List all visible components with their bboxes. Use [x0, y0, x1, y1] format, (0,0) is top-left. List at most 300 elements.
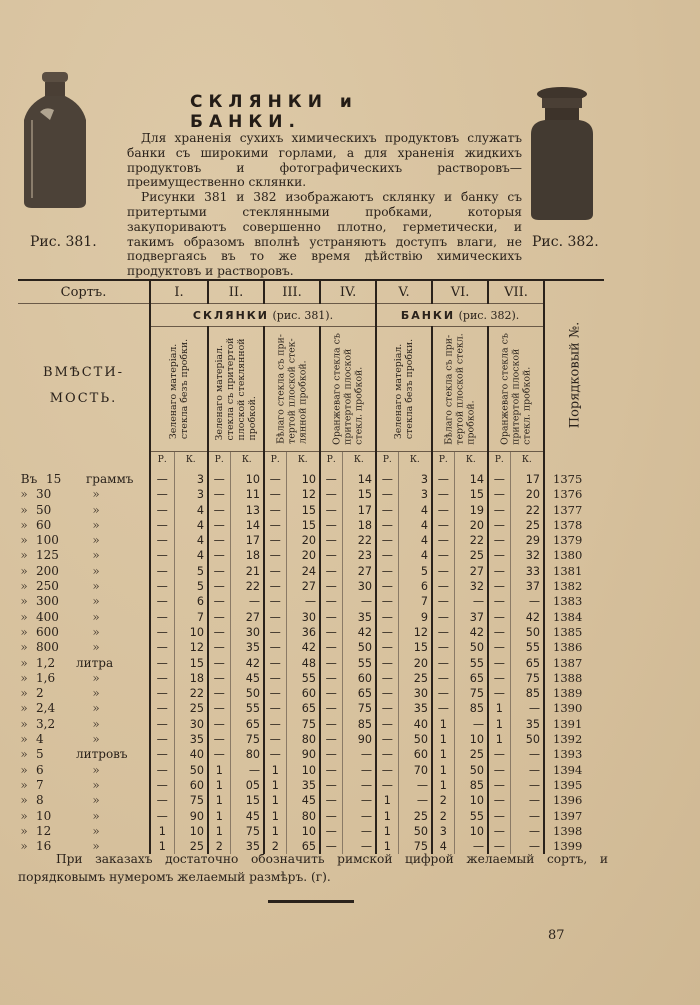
price-kopecks: 22: [454, 533, 488, 548]
price-rubles: 1: [488, 732, 510, 747]
price-kopecks: 14: [454, 468, 488, 487]
intro-paragraph: Для храненія сухихъ химическихъ продуктовъ служатъ банки съ широкими горлами, а для храненія жидкихъ продуктовъ и фотографическихъ растворовъ—преимущественно склянки.: [127, 131, 522, 190]
price-rubles: —: [208, 686, 230, 701]
column-description: [488, 327, 544, 452]
sort-numeral: VII.: [488, 280, 544, 304]
price-kopecks: 85: [510, 686, 544, 701]
capacity-unit: »: [92, 502, 100, 517]
price-kopecks: 48: [286, 656, 320, 671]
price-rubles: —: [150, 640, 174, 655]
price-kopecks: 85: [454, 778, 488, 793]
serial-number: 1389: [544, 686, 604, 701]
rubles-label: Р.: [150, 452, 174, 469]
price-rubles: —: [150, 701, 174, 716]
price-rubles: —: [150, 778, 174, 793]
price-table: [18, 279, 600, 854]
price-rubles: 2: [432, 793, 454, 808]
capacity-cell: [18, 656, 150, 671]
price-kopecks: 35: [398, 701, 432, 716]
price-kopecks: 65: [230, 717, 264, 732]
price-rubles: 1: [432, 732, 454, 747]
price-rubles: 4: [432, 839, 454, 854]
price-rubles: —: [208, 747, 230, 762]
table-row: [18, 533, 604, 548]
price-kopecks: —: [510, 793, 544, 808]
price-rubles: —: [488, 793, 510, 808]
price-kopecks: —: [342, 839, 376, 854]
price-rubles: —: [432, 625, 454, 640]
price-rubles: —: [264, 610, 286, 625]
capacity-quantity: 200: [36, 563, 59, 578]
price-kopecks: 50: [510, 625, 544, 640]
price-kopecks: —: [398, 778, 432, 793]
price-kopecks: 55: [342, 656, 376, 671]
price-rubles: 1: [150, 839, 174, 854]
price-rubles: —: [376, 625, 398, 640]
serial-number: 1396: [544, 793, 604, 808]
page-title: СКЛЯНКИ и БАНКИ.: [190, 92, 358, 132]
capacity-prefix: »: [20, 747, 28, 762]
price-rubles: —: [208, 564, 230, 579]
price-kopecks: 35: [342, 610, 376, 625]
price-kopecks: 80: [230, 747, 264, 762]
capacity-cell: [18, 717, 150, 732]
capacity-prefix: »: [20, 624, 28, 639]
price-rubles: 1: [432, 747, 454, 762]
table-row: [18, 809, 604, 824]
price-kopecks: 3: [174, 487, 208, 502]
price-kopecks: 15: [230, 793, 264, 808]
price-kopecks: —: [510, 747, 544, 762]
price-rubles: —: [264, 625, 286, 640]
capacity-quantity: 2,4: [36, 701, 56, 716]
price-rubles: 1: [432, 717, 454, 732]
price-rubles: —: [488, 640, 510, 655]
capacity-unit: »: [92, 594, 100, 609]
serial-number: 1399: [544, 839, 604, 854]
capacity-cell: [18, 732, 150, 747]
price-rubles: —: [320, 625, 342, 640]
price-kopecks: 80: [286, 732, 320, 747]
price-rubles: —: [376, 671, 398, 686]
price-rubles: 1: [208, 809, 230, 824]
price-rubles: —: [264, 732, 286, 747]
price-kopecks: 10: [174, 824, 208, 839]
price-rubles: —: [488, 778, 510, 793]
price-kopecks: 50: [510, 732, 544, 747]
price-kopecks: —: [342, 778, 376, 793]
price-rubles: —: [376, 686, 398, 701]
price-kopecks: 60: [286, 686, 320, 701]
price-rubles: —: [208, 548, 230, 563]
price-kopecks: —: [230, 594, 264, 609]
price-rubles: 1: [488, 717, 510, 732]
figure-caption-382: Рис. 382.: [532, 234, 599, 250]
capacity-cell: [18, 610, 150, 625]
intro-paragraph: Рисунки 381 и 382 изображаютъ склянку и банку съ притертыми стеклянными пробками, которыя закупориваютъ совершенно плотно, герметически, и такимъ образомъ вполнѣ устраняютъ доступъ влаги, не подвергаясь въ то же время дѣйствію химическихъ продуктовъ и растворовъ.: [127, 190, 522, 279]
price-rubles: —: [264, 701, 286, 716]
price-rubles: —: [264, 564, 286, 579]
price-rubles: 1: [264, 778, 286, 793]
price-rubles: —: [488, 625, 510, 640]
price-rubles: —: [432, 564, 454, 579]
price-kopecks: 35: [174, 732, 208, 747]
price-rubles: —: [320, 732, 342, 747]
capacity-unit: »: [92, 579, 100, 594]
price-kopecks: 60: [342, 671, 376, 686]
serial-number: 1391: [544, 717, 604, 732]
price-kopecks: 4: [398, 518, 432, 533]
sort-header: Сортъ.: [18, 280, 150, 304]
price-kopecks: 10: [454, 793, 488, 808]
table-row: [18, 468, 604, 487]
price-rubles: —: [320, 671, 342, 686]
capacity-cell: [18, 686, 150, 701]
price-kopecks: 90: [174, 809, 208, 824]
serial-number: 1398: [544, 824, 604, 839]
capacity-prefix: »: [20, 487, 28, 502]
table-row: [18, 747, 604, 762]
price-rubles: —: [150, 533, 174, 548]
price-rubles: —: [320, 594, 342, 609]
sort-numeral: IV.: [320, 280, 376, 304]
price-kopecks: 24: [286, 564, 320, 579]
price-kopecks: 75: [342, 701, 376, 716]
capacity-quantity: 4: [36, 732, 44, 747]
table-row: [18, 503, 604, 518]
serial-number: 1384: [544, 610, 604, 625]
price-kopecks: 19: [454, 503, 488, 518]
price-kopecks: 35: [230, 640, 264, 655]
price-rubles: —: [376, 518, 398, 533]
price-rubles: —: [488, 671, 510, 686]
price-kopecks: 5: [398, 564, 432, 579]
table-row: [18, 640, 604, 655]
price-rubles: —: [488, 503, 510, 518]
price-kopecks: 50: [454, 640, 488, 655]
price-kopecks: 3: [398, 487, 432, 502]
price-kopecks: 25: [454, 747, 488, 762]
capacity-prefix: »: [20, 579, 28, 594]
column-description-line: стекла безъ пробки.: [179, 338, 190, 440]
group-header-bottles: СКЛЯНКИ (рис. 381).: [150, 304, 376, 327]
price-rubles: —: [488, 468, 510, 487]
capacity-cell: [18, 579, 150, 594]
price-kopecks: 55: [510, 640, 544, 655]
price-kopecks: 18: [230, 548, 264, 563]
capacity-prefix: »: [20, 655, 28, 670]
price-kopecks: 17: [230, 533, 264, 548]
price-rubles: —: [320, 656, 342, 671]
price-kopecks: 65: [342, 686, 376, 701]
price-rubles: —: [376, 701, 398, 716]
price-kopecks: 30: [398, 686, 432, 701]
price-kopecks: 27: [454, 564, 488, 579]
price-kopecks: 4: [174, 518, 208, 533]
price-rubles: 1: [376, 809, 398, 824]
price-kopecks: 3: [398, 468, 432, 487]
price-rubles: —: [150, 686, 174, 701]
price-kopecks: 60: [174, 778, 208, 793]
price-rubles: —: [150, 671, 174, 686]
price-rubles: —: [264, 518, 286, 533]
price-kopecks: 40: [398, 717, 432, 732]
price-rubles: —: [320, 640, 342, 655]
serial-number: 1393: [544, 747, 604, 762]
price-rubles: —: [432, 656, 454, 671]
price-rubles: 2: [432, 809, 454, 824]
price-rubles: —: [150, 656, 174, 671]
price-rubles: —: [376, 579, 398, 594]
price-kopecks: 10: [286, 824, 320, 839]
price-kopecks: 11: [230, 487, 264, 502]
price-rubles: 3: [432, 824, 454, 839]
table-row: [18, 564, 604, 579]
price-rubles: —: [320, 839, 342, 854]
price-kopecks: 36: [286, 625, 320, 640]
price-kopecks: 20: [454, 518, 488, 533]
serial-number: 1387: [544, 656, 604, 671]
serial-number: 1388: [544, 671, 604, 686]
price-rubles: —: [208, 579, 230, 594]
price-rubles: —: [150, 717, 174, 732]
kopecks-label: К.: [230, 452, 264, 469]
price-rubles: —: [264, 533, 286, 548]
serial-number: 1378: [544, 518, 604, 533]
price-kopecks: 20: [510, 487, 544, 502]
price-kopecks: 4: [398, 533, 432, 548]
price-rubles: —: [320, 717, 342, 732]
price-kopecks: 30: [286, 610, 320, 625]
price-rubles: —: [432, 686, 454, 701]
price-kopecks: 7: [398, 594, 432, 609]
kopecks-label: К.: [174, 452, 208, 469]
capacity-unit: »: [92, 762, 100, 777]
capacity-unit: »: [92, 609, 100, 624]
price-rubles: —: [208, 533, 230, 548]
capacity-unit: »: [92, 823, 100, 838]
column-description-line: Зеленаго матеріал.: [393, 343, 405, 440]
price-rubles: —: [432, 610, 454, 625]
table-row: [18, 594, 604, 609]
price-rubles: —: [150, 468, 174, 487]
price-rubles: —: [264, 717, 286, 732]
price-rubles: —: [432, 671, 454, 686]
price-rubles: —: [208, 656, 230, 671]
price-kopecks: —: [398, 793, 432, 808]
price-rubles: —: [320, 533, 342, 548]
group-header-jars: БАНКИ (рис. 382).: [376, 304, 544, 327]
price-kopecks: —: [342, 594, 376, 609]
price-rubles: —: [150, 809, 174, 824]
price-kopecks: 32: [510, 548, 544, 563]
price-rubles: —: [320, 564, 342, 579]
column-description-line: Бѣлаго стекла съ при-: [275, 334, 287, 444]
price-kopecks: 20: [286, 548, 320, 563]
price-rubles: 1: [208, 824, 230, 839]
sort-numeral: I.: [150, 280, 208, 304]
price-kopecks: 25: [174, 701, 208, 716]
price-rubles: —: [320, 548, 342, 563]
capacity-prefix: »: [20, 502, 28, 517]
price-rubles: —: [320, 579, 342, 594]
column-description-line: пробкой.: [247, 396, 258, 441]
price-kopecks: 50: [342, 640, 376, 655]
price-rubles: —: [376, 778, 398, 793]
serial-number: 1386: [544, 640, 604, 655]
capacity-unit: »: [92, 487, 100, 502]
sort-numeral: V.: [376, 280, 432, 304]
table-row: [18, 793, 604, 808]
price-rubles: 1: [150, 824, 174, 839]
price-kopecks: —: [230, 763, 264, 778]
price-kopecks: 5: [174, 579, 208, 594]
price-rubles: —: [150, 625, 174, 640]
capacity-cell: [18, 533, 150, 548]
price-kopecks: 22: [230, 579, 264, 594]
price-rubles: —: [432, 594, 454, 609]
price-kopecks: 85: [342, 717, 376, 732]
capacity-unit: »: [92, 716, 100, 731]
price-rubles: —: [488, 579, 510, 594]
column-description: [432, 327, 488, 452]
price-rubles: —: [264, 656, 286, 671]
price-rubles: —: [488, 839, 510, 854]
column-description-line: тертой плоской стек-: [286, 338, 298, 444]
price-kopecks: 65: [510, 656, 544, 671]
column-description-line: притертой плоской: [510, 348, 522, 445]
price-kopecks: 60: [398, 747, 432, 762]
column-description-line: притертой плоской: [342, 348, 354, 445]
table-row: [18, 763, 604, 778]
serial-number: 1380: [544, 548, 604, 563]
divider-rule: [268, 900, 354, 903]
price-rubles: —: [208, 468, 230, 487]
price-kopecks: 4: [174, 503, 208, 518]
sort-numeral: VI.: [432, 280, 488, 304]
serial-number-header: Порядковый №.: [544, 280, 604, 468]
price-kopecks: 65: [286, 839, 320, 854]
capacity-quantity: 16: [36, 839, 52, 854]
price-rubles: —: [264, 503, 286, 518]
price-rubles: —: [376, 564, 398, 579]
price-rubles: 2: [208, 839, 230, 854]
price-kopecks: 55: [454, 809, 488, 824]
capacity-unit: литра: [76, 655, 114, 670]
table-row: [18, 579, 604, 594]
price-rubles: —: [376, 732, 398, 747]
price-rubles: —: [264, 640, 286, 655]
price-kopecks: —: [342, 809, 376, 824]
capacity-unit: »: [92, 548, 100, 563]
price-kopecks: 90: [286, 747, 320, 762]
capacity-quantity: 7: [36, 777, 44, 792]
column-description-line: Зеленаго матеріал.: [168, 343, 179, 440]
price-kopecks: 25: [510, 518, 544, 533]
serial-number: 1383: [544, 594, 604, 609]
footer-note: При заказахъ достаточно обозначить римской цифрой желаемый сортъ, и порядковымъ нумеромъ желаемый размѣръ. (г).: [18, 852, 608, 884]
price-rubles: —: [150, 564, 174, 579]
price-rubles: 1: [264, 809, 286, 824]
capacity-quantity: 2: [36, 686, 44, 701]
serial-number: 1375: [544, 468, 604, 487]
capacity-unit: »: [92, 563, 100, 578]
price-rubles: —: [376, 640, 398, 655]
price-rubles: —: [150, 594, 174, 609]
price-kopecks: 65: [454, 671, 488, 686]
column-description-line: стекла безъ пробки.: [404, 338, 416, 440]
price-rubles: —: [376, 468, 398, 487]
price-rubles: —: [208, 487, 230, 502]
price-kopecks: 35: [230, 839, 264, 854]
price-kopecks: 50: [174, 763, 208, 778]
price-kopecks: 10: [454, 732, 488, 747]
price-kopecks: —: [342, 747, 376, 762]
capacity-quantity: 60: [36, 517, 52, 532]
price-kopecks: 42: [454, 625, 488, 640]
price-kopecks: —: [454, 717, 488, 732]
price-rubles: —: [376, 610, 398, 625]
price-kopecks: 27: [286, 579, 320, 594]
price-kopecks: 75: [230, 824, 264, 839]
price-kopecks: 55: [454, 656, 488, 671]
capacity-quantity: 10: [36, 808, 52, 823]
price-kopecks: 14: [230, 518, 264, 533]
column-description-line: плоской стеклянной: [236, 338, 247, 441]
sort-numeral: III.: [264, 280, 320, 304]
price-rubles: 1: [208, 778, 230, 793]
price-rubles: —: [376, 656, 398, 671]
serial-number: 1397: [544, 809, 604, 824]
price-rubles: 1: [264, 824, 286, 839]
price-kopecks: 14: [342, 468, 376, 487]
price-kopecks: 6: [398, 579, 432, 594]
serial-number: 1385: [544, 625, 604, 640]
capacity-unit: »: [92, 670, 100, 685]
price-kopecks: 27: [342, 564, 376, 579]
price-rubles: —: [208, 518, 230, 533]
capacity-cell: [18, 564, 150, 579]
price-rubles: —: [264, 686, 286, 701]
price-rubles: —: [488, 564, 510, 579]
capacity-quantity: 5: [36, 747, 44, 762]
table-row: [18, 686, 604, 701]
price-kopecks: 23: [342, 548, 376, 563]
price-kopecks: 35: [286, 778, 320, 793]
price-rubles: 1: [432, 763, 454, 778]
price-kopecks: 18: [174, 671, 208, 686]
price-rubles: —: [208, 503, 230, 518]
sort-numeral: II.: [208, 280, 264, 304]
column-description-line: Зеленаго матеріал.: [214, 345, 225, 441]
price-kopecks: 15: [454, 487, 488, 502]
price-kopecks: 10: [230, 468, 264, 487]
price-rubles: —: [488, 533, 510, 548]
capacity-unit: »: [92, 701, 100, 716]
serial-number: 1377: [544, 503, 604, 518]
price-kopecks: 15: [398, 640, 432, 655]
capacity-unit: литровъ: [76, 747, 128, 762]
serial-number: 1394: [544, 763, 604, 778]
price-rubles: —: [320, 701, 342, 716]
price-rubles: —: [320, 809, 342, 824]
price-rubles: —: [150, 747, 174, 762]
price-rubles: —: [432, 548, 454, 563]
column-description-line: Бѣлаго стекла съ при-: [443, 334, 455, 445]
price-rubles: —: [320, 793, 342, 808]
price-kopecks: 30: [174, 717, 208, 732]
price-rubles: —: [488, 686, 510, 701]
